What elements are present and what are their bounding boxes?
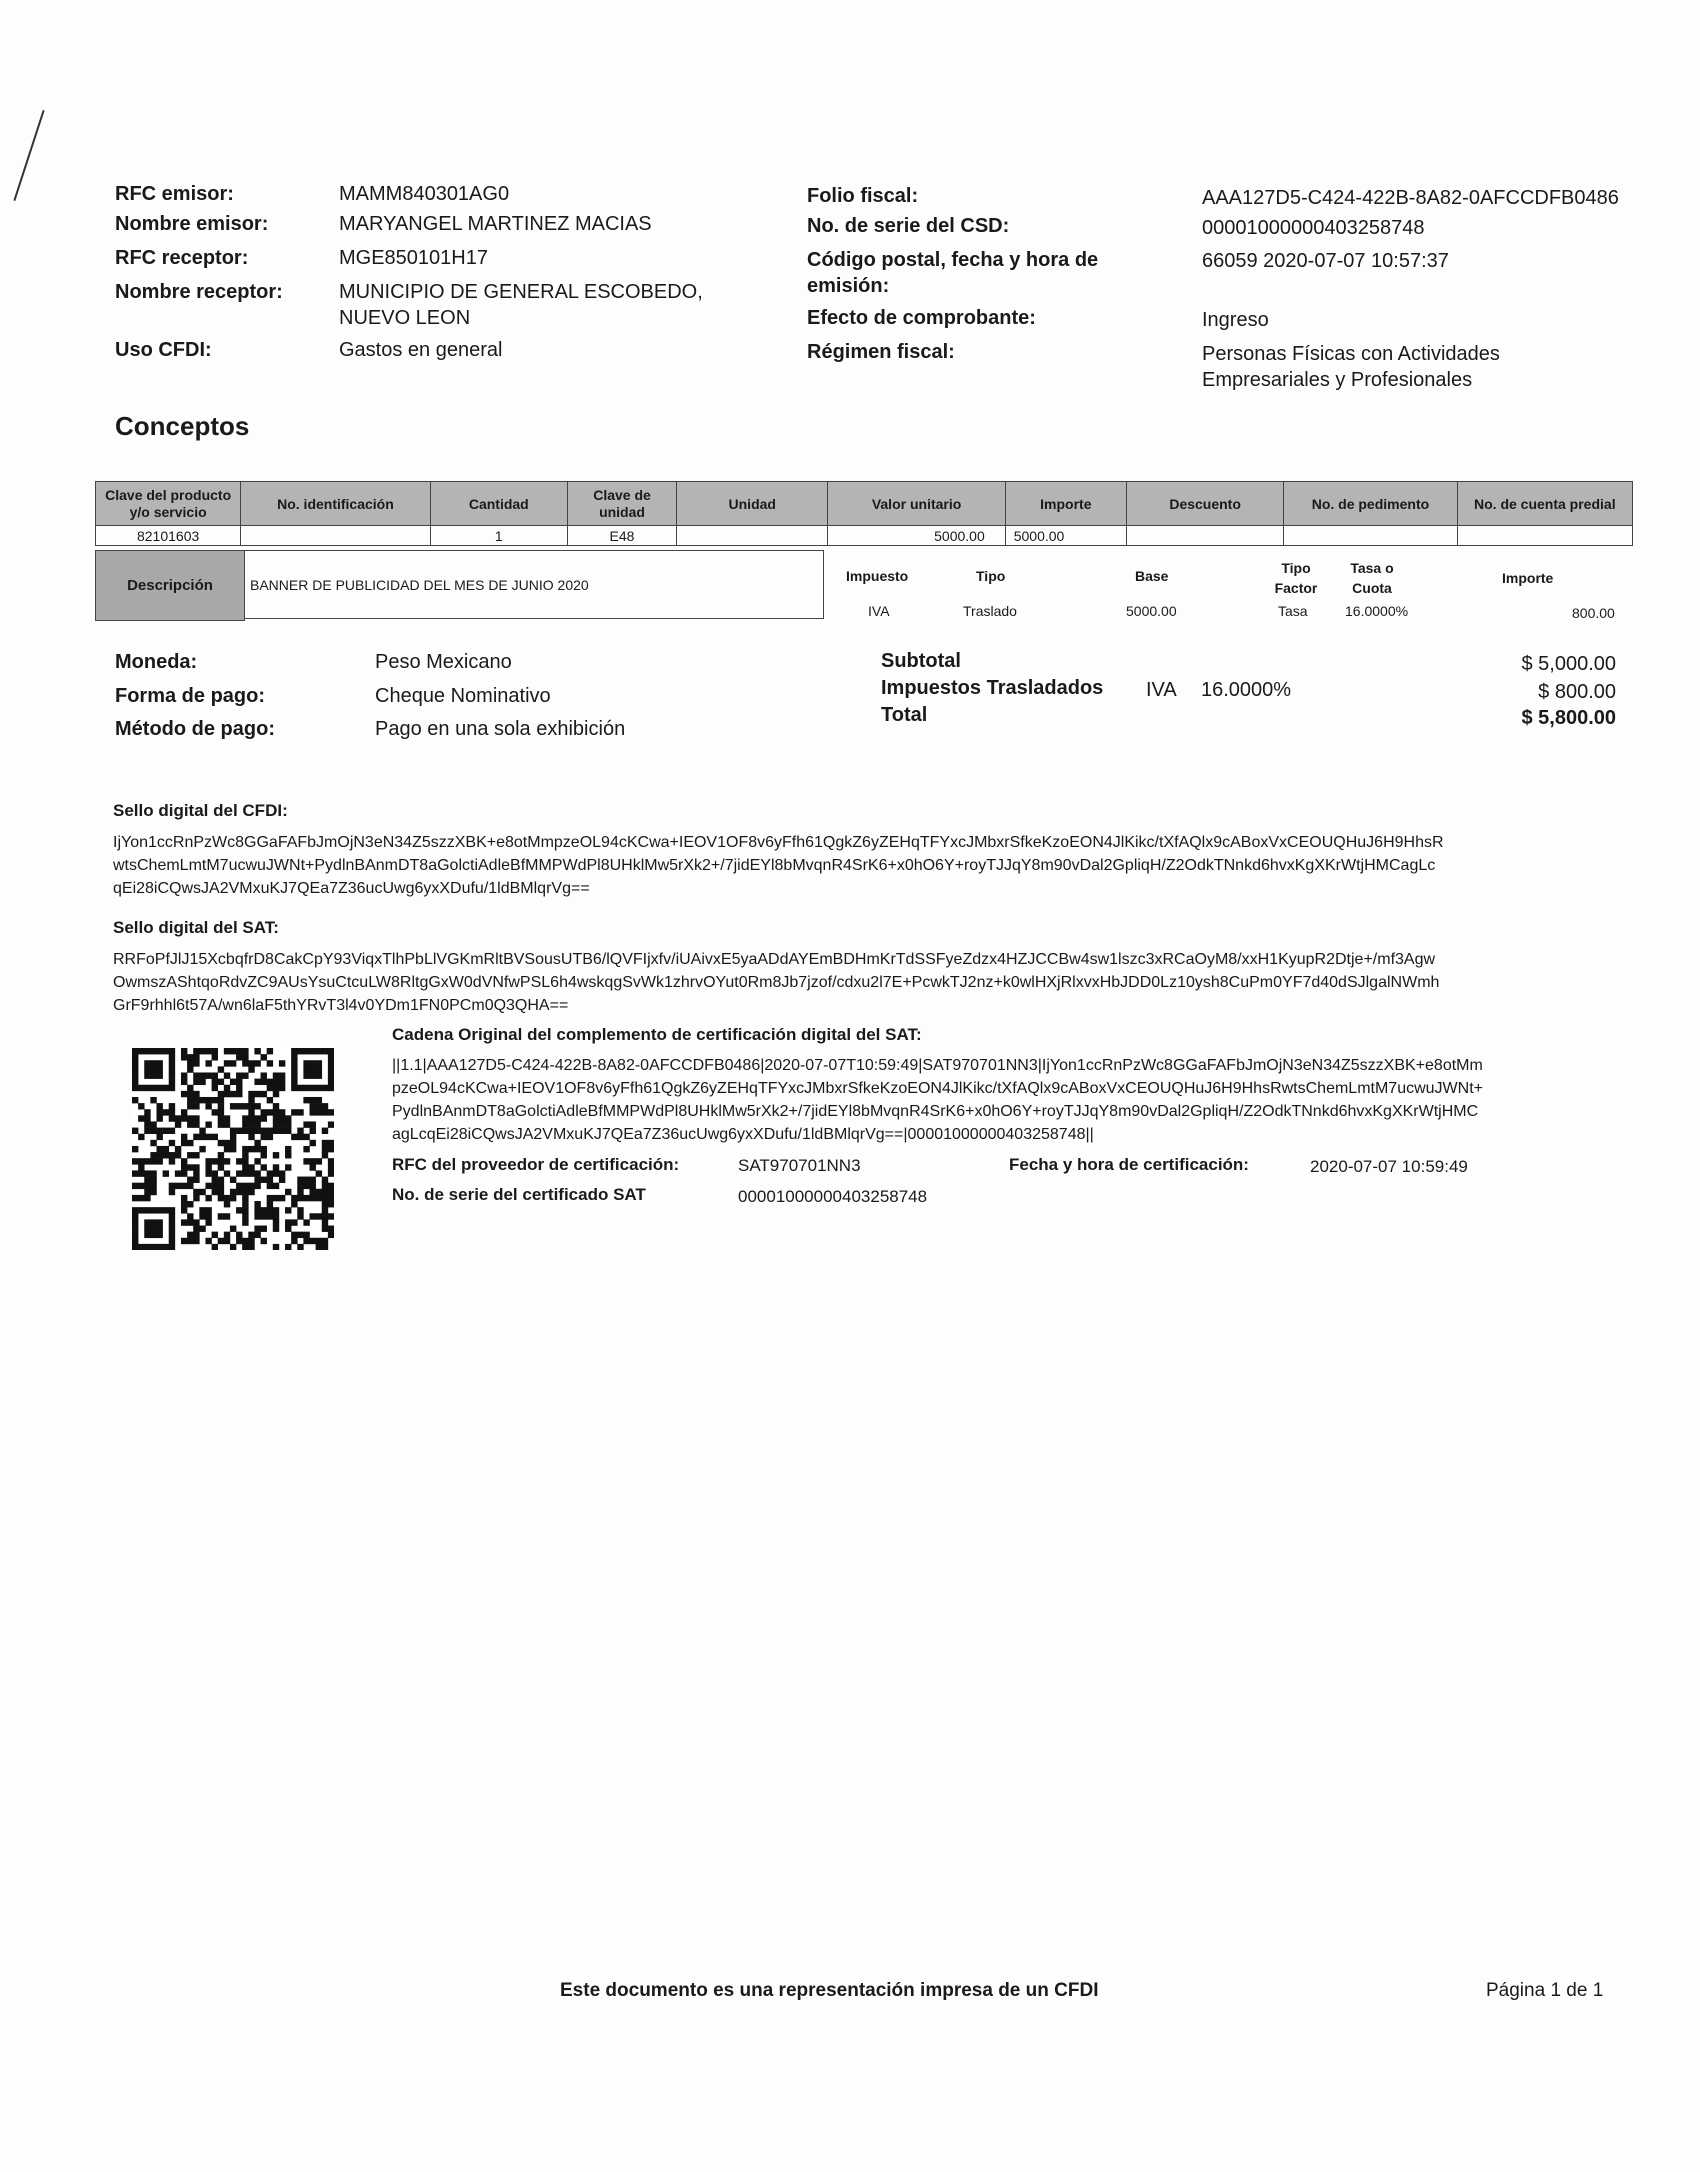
rfc-receptor-label: RFC receptor: [115, 247, 249, 269]
sello-sat-label: Sello digital del SAT: [113, 918, 279, 937]
nombre-receptor-label: Nombre receptor: [115, 281, 283, 303]
cadena-label: Cadena Original del complemento de certificación digital del SAT: [392, 1025, 922, 1044]
qr-code [132, 1048, 334, 1250]
sello-sat-line1: RRFoPfJlJ15XcbqfrD8CakCpY93ViqxTlhPbLlVGKmRltBVSousUTB6/lQVFIjxfv/iUAivxE5yaADdAYEmBDHmKrTdSSFyeZdzx4HZJCCBw4sw1lszc3xRCaOyM8/xxH1KyupR2Dtje+/mf3Agw [113, 951, 1436, 968]
fecha-certificacion-value: 2020-07-07 10:59:49 [1310, 1157, 1468, 1176]
sello-sat-value [113, 948, 1643, 1017]
impuestos-label: Impuestos Trasladados [881, 677, 1104, 699]
pen-mark [13, 110, 44, 201]
impuestos-value: $ 800.00 [1538, 681, 1616, 703]
tax-header-tipo-factor: Tipo Factor [1274, 560, 1318, 596]
cp-fecha-label-line2: emisión: [807, 275, 890, 297]
col-no-pedimento: No. de pedimento [1284, 482, 1457, 526]
footer-pagina: Página 1 de 1 [1486, 1980, 1604, 2001]
rfc-emisor-value: MAMM840301AG0 [339, 183, 510, 205]
col-no-cuenta: No. de cuenta predial [1457, 482, 1632, 526]
col-clave-prod: Clave del producto y/o servicio [96, 482, 241, 526]
total-value: $ 5,800.00 [1521, 707, 1616, 729]
impuestos-tasa: 16.0000% [1201, 679, 1292, 701]
col-descuento: Descuento [1126, 482, 1283, 526]
tax-tipo: Traslado [963, 603, 1017, 619]
serie-sat-value: 00001000000403258748 [738, 1187, 928, 1206]
fecha-certificacion-label: Fecha y hora de certificación: [1009, 1155, 1249, 1174]
cell-clave-prod: 82101603 [96, 526, 241, 546]
total-label: Total [881, 704, 928, 726]
descripcion-label: Descripción [95, 550, 245, 621]
regimen-value-line2: Empresariales y Profesionales [1202, 369, 1473, 391]
efecto-label: Efecto de comprobante: [807, 307, 1036, 329]
sello-cfdi-value [113, 831, 1643, 900]
cp-fecha-value: 66059 2020-07-07 10:57:37 [1202, 250, 1449, 272]
nombre-emisor-label: Nombre emisor: [115, 213, 269, 235]
cadena-line3: PydlnBAnmDT8aGolctiAdleBfMMPWdPl8UHklMw5rXk2+/7jidEYl8bMvqnR4SrK6+x0hO6Y+royTJJqY8m90vDal2GpliqH/Z2OdkTNnkd6hvxKgXKrWtjHMC [392, 1103, 1479, 1120]
uso-cfdi-label: Uso CFDI: [115, 339, 212, 361]
impuestos-tipo: IVA [1146, 679, 1177, 701]
col-cantidad: Cantidad [430, 482, 567, 526]
table-row [96, 526, 1633, 546]
moneda-label: Moneda: [115, 651, 198, 673]
cell-no-ident [241, 526, 430, 546]
sello-sat-line2: OwmszAShtqoRdvZC9AUsYsuCtcuLW8RltgGxW0dVNfwPSL6h4wskqgSvWk1zhrvOYut0Rm8Jb7jzof/cdxu2l7E+PcwkTJ2nz+k0wlHXjRlxvxHbJDD0Lz10ysh8CuPm0YF7d40dSJlgalNWmh [113, 974, 1440, 991]
col-clave-unidad: Clave de unidad [567, 482, 676, 526]
cp-fecha-label-line1: Código postal, fecha y hora de [807, 249, 1099, 271]
col-unidad: Unidad [677, 482, 828, 526]
sello-cfdi-line3: qEi28iCQwsJA2VMxuKJ7QEa7Z36ucUwg6yxXDufu/1ldBMlqrVg== [113, 880, 590, 897]
tax-header-importe: Importe [1502, 570, 1554, 586]
serie-csd-value: 00001000000403258748 [1202, 217, 1425, 239]
cell-unidad [677, 526, 828, 546]
metodo-pago-label: Método de pago: [115, 718, 275, 740]
tax-base: 5000.00 [1126, 603, 1177, 619]
regimen-value-line1: Personas Físicas con Actividades [1202, 343, 1500, 365]
forma-pago-label: Forma de pago: [115, 685, 266, 707]
subtotal-value: $ 5,000.00 [1521, 653, 1616, 675]
sello-cfdi-label: Sello digital del CFDI: [113, 801, 288, 820]
tax-header-impuesto: Impuesto [846, 568, 909, 584]
rfc-receptor-value: MGE850101H17 [339, 247, 488, 269]
cell-importe: 5000.00 [1005, 526, 1126, 546]
nombre-receptor-value-line1: MUNICIPIO DE GENERAL ESCOBEDO, [339, 281, 703, 303]
efecto-value: Ingreso [1202, 309, 1269, 331]
sello-cfdi-line1: IjYon1ccRnPzWc8GGaFAFbJmOjN3eN34Z5szzXBK+e8otMmpzeOL94cKCwa+IEOV1OF8v6yFfh61QgkZ6yZEHqTFYxcJMbxrSfkeKzoEON4JlKikc/tXfAQlx9cABoxVxCEOUQHuJ6H9HhsR [113, 834, 1444, 851]
subtotal-label: Subtotal [881, 650, 961, 672]
nombre-emisor-value: MARYANGEL MARTINEZ MACIAS [339, 213, 652, 235]
sello-cfdi-line2: wtsChemLmtM7ucwuJWNt+PydlnBAnmDT8aGolctiAdleBfMMPWdPl8UHklMw5rXk2+/7jidEYl8bMvqnR4SrK6+x0hO6Y+royTJJqY8m90vDal2GpliqH/Z2OdkTNnkd6hvxKgXKrWtjHMCagLc [113, 857, 1436, 874]
cadena-line2: pzeOL94cKCwa+IEOV1OF8v6yFfh61QgkZ6yZEHqTFYxcJMbxrSfkeKzoEON4JlKikc/tXfAQlx9cABoxVxCEOUQHuJ6H9HhsRwtsChemLmtM7ucwuJWNt+ [392, 1080, 1483, 1097]
uso-cfdi-value: Gastos en general [339, 339, 503, 361]
rfc-proveedor-value: SAT970701NN3 [738, 1156, 861, 1175]
moneda-value: Peso Mexicano [375, 651, 512, 673]
forma-pago-value: Cheque Nominativo [375, 685, 551, 707]
cell-cantidad: 1 [430, 526, 567, 546]
tax-impuesto: IVA [868, 603, 890, 619]
tax-tasa: 16.0000% [1345, 603, 1409, 619]
metodo-pago-value: Pago en una sola exhibición [375, 718, 626, 740]
cell-valor-unitario: 5000.00 [828, 526, 1005, 546]
cell-clave-unidad: E48 [567, 526, 676, 546]
col-valor-unitario: Valor unitario [828, 482, 1005, 526]
col-no-ident: No. identificación [241, 482, 430, 526]
descripcion-value: BANNER DE PUBLICIDAD DEL MES DE JUNIO 2020 [244, 550, 824, 619]
rfc-emisor-label: RFC emisor: [115, 183, 234, 205]
folio-fiscal-label: Folio fiscal: [807, 185, 919, 207]
tax-importe: 800.00 [1572, 605, 1615, 621]
conceptos-table [95, 481, 1633, 546]
col-importe: Importe [1005, 482, 1126, 526]
cadena-line4: agLcqEi28iCQwsJA2VMxuKJ7QEa7Z36ucUwg6yxXDufu/1ldBMlqrVg==|00001000000403258748|| [392, 1126, 1094, 1143]
cadena-value [392, 1054, 1642, 1146]
tax-tipo-factor: Tasa [1278, 603, 1308, 619]
nombre-receptor-value-line2: NUEVO LEON [339, 307, 471, 329]
regimen-label: Régimen fiscal: [807, 341, 955, 363]
sello-sat-line3: GrF9rhhl6t57A/wn6laF5thYRvT3l4v0YDm1FN0PCm0Q3QHA== [113, 997, 569, 1014]
footer-representacion: Este documento es una representación impresa de un CFDI [560, 1980, 1099, 2001]
cadena-line1: ||1.1|AAA127D5-C424-422B-8A82-0AFCCDFB0486|2020-07-07T10:59:49|SAT970701NN3|IjYon1ccRnPzWc8GGaFAFbJmOjN3eN34Z5szzXBK+e8otMm [392, 1057, 1483, 1074]
tax-header-tipo: Tipo [976, 568, 1006, 584]
folio-fiscal-value: AAA127D5-C424-422B-8A82-0AFCCDFB0486 [1202, 187, 1619, 209]
conceptos-title: Conceptos [115, 411, 250, 441]
tax-header-tasa-cuota: Tasa o Cuota [1350, 560, 1394, 596]
rfc-proveedor-label: RFC del proveedor de certificación: [392, 1155, 680, 1174]
serie-sat-label: No. de serie del certificado SAT [392, 1185, 646, 1204]
tax-header-base: Base [1135, 568, 1169, 584]
serie-csd-label: No. de serie del CSD: [807, 215, 1010, 237]
